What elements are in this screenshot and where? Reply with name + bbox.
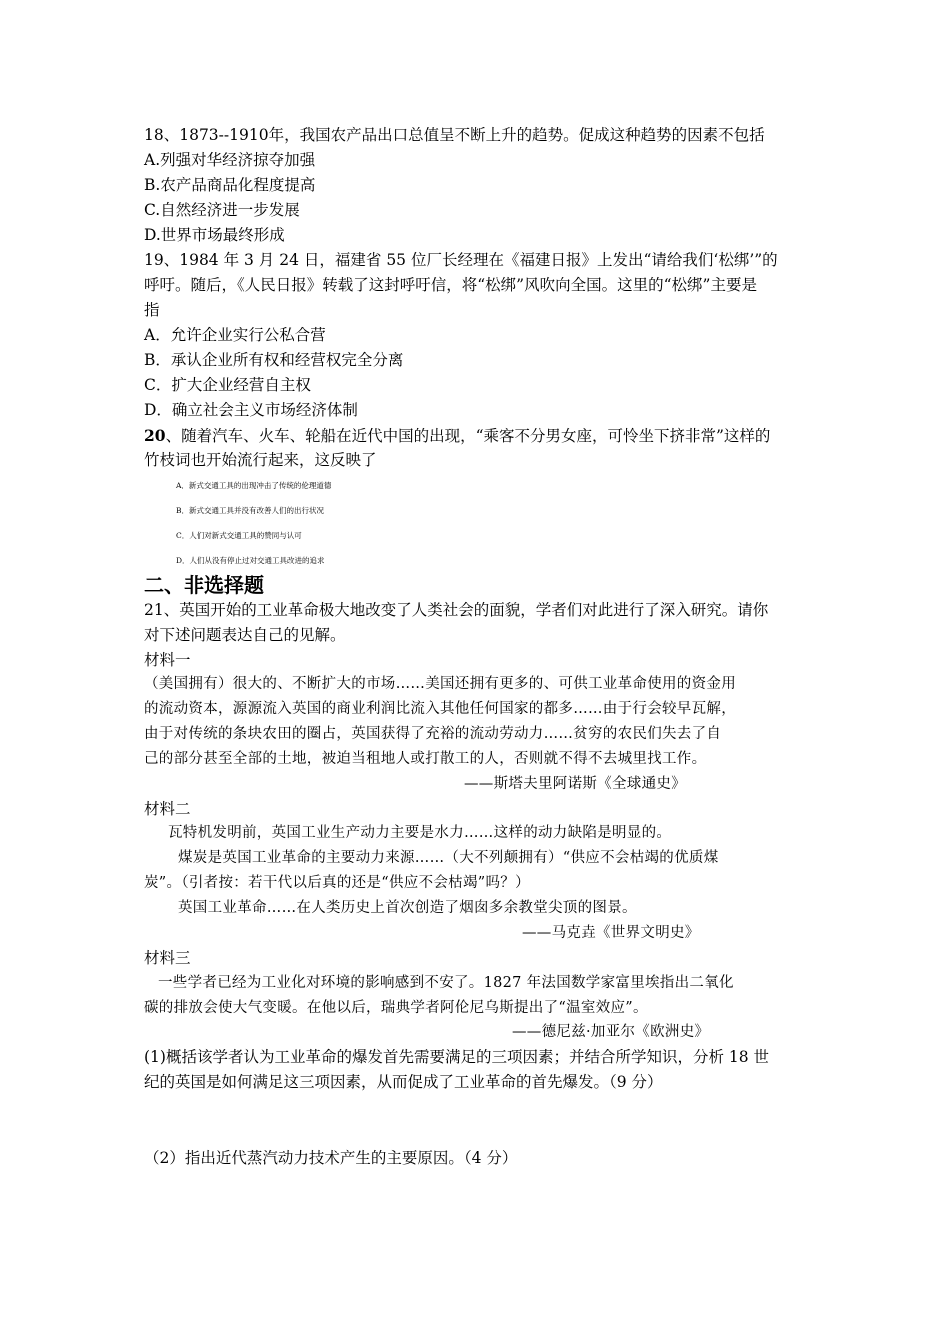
q21-sub1-line-1: (1)概括该学者认为工业革命的爆发首先需要满足的三项因素；并结合所学知识，分析 18 世 xyxy=(144,1048,770,1066)
material3-line-1: 一些学者已经为工业化对环境的影响感到不安了。1827 年法国数学家富里埃指出二氧化 xyxy=(158,975,734,991)
q20-stem-line-1 xyxy=(144,423,814,449)
q19-option-b: B．承认企业所有权和经营权完全分离 xyxy=(144,351,404,369)
q18-option-d: D.世界市场最终形成 xyxy=(144,226,285,244)
material2-label: 材料二 xyxy=(144,800,191,818)
q20-option-c: C．人们对新式交通工具的赞同与认可 xyxy=(176,531,302,540)
material3-source: ——德尼兹·加亚尔《欧洲史》 xyxy=(512,1024,710,1040)
material1-source: ——斯塔夫里阿诺斯《全球通史》 xyxy=(464,776,686,792)
q18-option-a: A.列强对华经济掠夺加强 xyxy=(144,151,316,169)
material3-label: 材料三 xyxy=(144,949,191,967)
material2-source: ——马克垚《世界文明史》 xyxy=(522,925,700,941)
q19-stem-line-2: 呼吁。随后，《人民日报》转载了这封呼吁信，将“松绑”风吹向全国。这里的“松绑”主要是 xyxy=(144,276,757,294)
q19-option-c: C．扩大企业经营自主权 xyxy=(144,376,311,394)
material1-line-1: （美国拥有）很大的、不断扩大的市场……美国还拥有更多的、可供工业革命使用的资金用 xyxy=(144,676,736,692)
q20-number: 20 xyxy=(144,426,166,445)
q21-stem-line-1: 21、英国开始的工业革命极大地改变了人类社会的面貌，学者们对此进行了深入研究。请你 xyxy=(144,601,769,619)
q20-stem-line-1-text: 、随着汽车、火车、轮船在近代中国的出现，“乘客不分男女座，可怜坐下挤非常”这样的 xyxy=(165,427,771,445)
material2-line-2: 煤炭是英国工业革命的主要动力来源……（大不列颠拥有）“供应不会枯竭的优质煤 xyxy=(178,850,719,866)
material2-line-4: 英国工业革命……在人类历史上首次创造了烟囱多余教堂尖顶的图景。 xyxy=(178,900,637,916)
q19-stem-line-1: 19、1984 年 3 月 24 日，福建省 55 位厂长经理在《福建日报》上发出“请给我们‘松绑’”的 xyxy=(144,251,778,269)
q20-option-a: A．新式交通工具的出现冲击了传统的伦理道德 xyxy=(176,481,332,490)
material1-line-3: 由于对传统的条块农田的圈占，英国获得了充裕的流动劳动力……贫穷的农民们失去了自 xyxy=(144,726,722,742)
q18-stem: 18、1873--1910年，我国农产品出口总值呈不断上升的趋势。促成这种趋势的因素不包括 xyxy=(144,126,765,144)
q21-stem-line-2: 对下述问题表达自己的见解。 xyxy=(144,626,346,644)
q21-sub1-line-2: 纪的英国是如何满足这三项因素，从而促成了工业革命的首先爆发。（9 分） xyxy=(144,1073,663,1091)
material2-line-3: 炭”。（引者按：若干代以后真的还是“供应不会枯竭”吗？） xyxy=(144,875,530,891)
q19-option-a: A．允许企业实行公私合营 xyxy=(144,326,326,344)
section-title: 二、非选择题 xyxy=(144,573,264,597)
q19-stem-line-3: 指 xyxy=(144,301,160,319)
q21-sub2: （2）指出近代蒸汽动力技术产生的主要原因。（4 分） xyxy=(144,1149,518,1167)
material1-line-4: 己的部分甚至全部的土地，被迫当租地人或打散工的人，否则就不得不去城里找工作。 xyxy=(144,751,707,767)
q18-option-c: C.自然经济进一步发展 xyxy=(144,201,300,219)
q19-option-d: D．确立社会主义市场经济体制 xyxy=(144,401,358,419)
material1-label: 材料一 xyxy=(144,651,191,669)
material3-line-2: 碳的排放会使大气变暖。在他以后，瑞典学者阿伦尼乌斯提出了“温室效应”。 xyxy=(144,1000,648,1016)
q20-stem-line-2: 竹枝词也开始流行起来，这反映了 xyxy=(144,451,377,469)
q18-option-b: B.农产品商品化程度提高 xyxy=(144,176,316,194)
material1-line-2: 的流动资本，源源流入英国的商业利润比流入其他任何国家的都多……由于行会较早瓦解， xyxy=(144,701,736,717)
material2-line-1: 瓦特机发明前，英国工业生产动力主要是水力……这样的动力缺陷是明显的。 xyxy=(168,825,672,841)
q20-option-d: D．人们从没有停止过对交通工具改进的追求 xyxy=(176,556,325,565)
q20-option-b: B．新式交通工具并没有改善人们的出行状况 xyxy=(176,506,325,515)
